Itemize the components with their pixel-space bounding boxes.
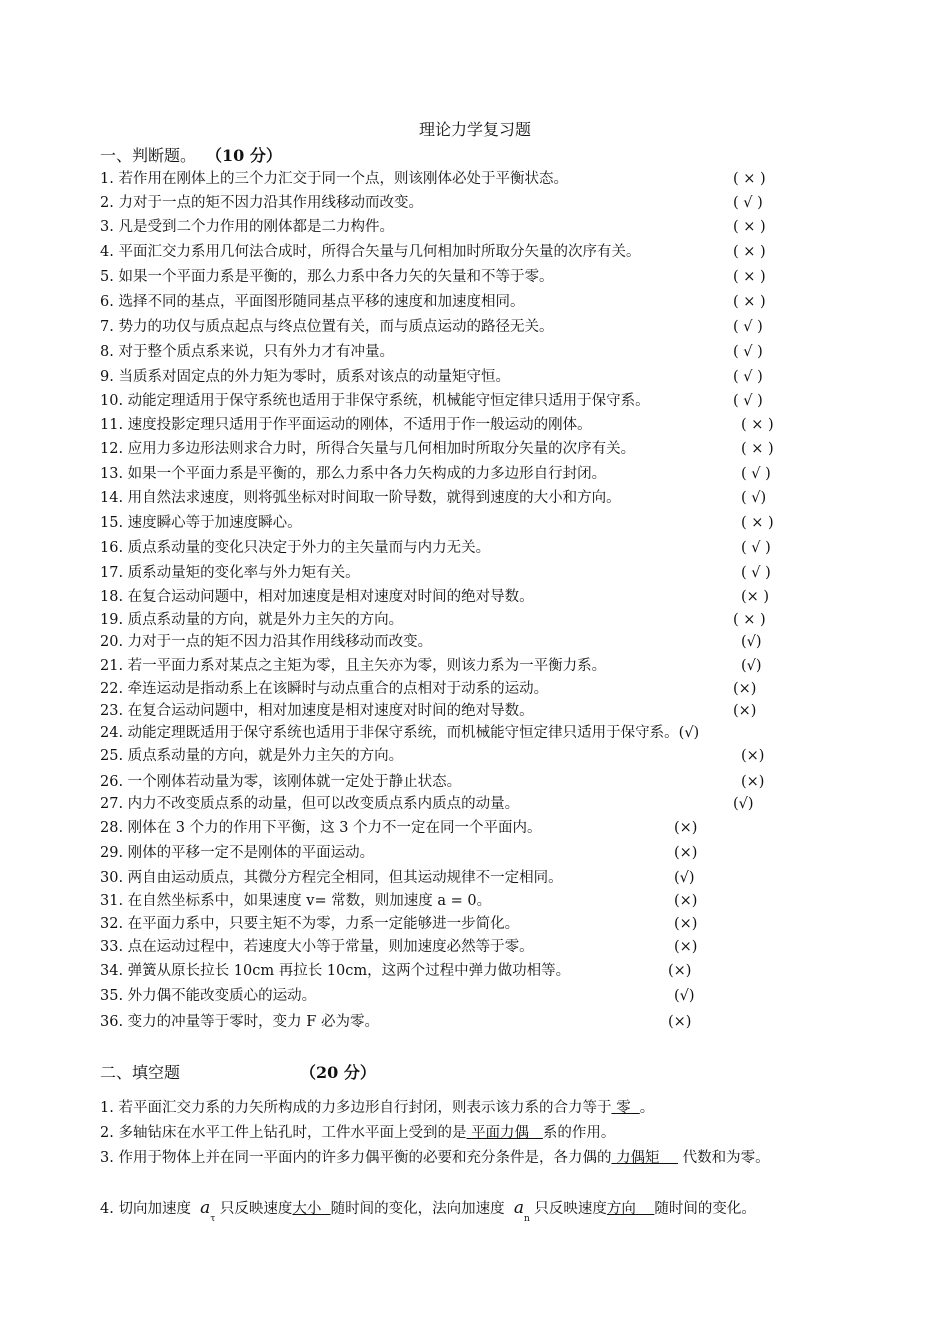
judgment-item: 11. 速度投影定理只适用于作平面运动的刚体，不适用于作一般运动的刚体。 bbox=[100, 417, 592, 433]
fill-4-text-b: 只反映速度 bbox=[219, 1201, 293, 1217]
page-title: 理论力学复习题 bbox=[418, 120, 531, 139]
judgment-item: 30. 两自由运动质点，其微分方程完全相同，但其运动规律不一定相同。 bbox=[100, 870, 563, 886]
section-judgment-points: （10 分） bbox=[214, 146, 282, 165]
judgment-answer: ( × ) bbox=[741, 417, 774, 433]
judgment-answer: ( × ) bbox=[733, 171, 766, 187]
judgment-answer: (√) bbox=[674, 988, 695, 1004]
judgment-item: 34. 弹簧从原长拉长 10cm 再拉长 10cm，这两个过程中弹力做功相等。 bbox=[100, 963, 571, 979]
judgment-item: 33. 点在运动过程中，若速度大小等于常量，则加速度必然等于零。 bbox=[100, 939, 534, 955]
judgment-item: 1. 若作用在刚体上的三个力汇交于同一个点，则该刚体必处于平衡状态。 bbox=[100, 171, 568, 187]
n-subscript: n bbox=[523, 1214, 530, 1224]
judgment-item: 36. 变力的冲量等于零时，变力 F 必为零。 bbox=[100, 1014, 379, 1030]
judgment-item: 24. 动能定理既适用于保守系统也适用于非保守系统，而机械能守恒定律只适用于保守系。(√) bbox=[100, 725, 700, 741]
judgment-item: 14. 用自然法求速度，则将弧坐标对时间取一阶导数，就得到速度的大小和方向。 bbox=[100, 490, 621, 506]
judgment-answer: (×) bbox=[741, 774, 765, 790]
judgment-answer: (√) bbox=[674, 870, 695, 886]
tau-subscript: τ bbox=[210, 1214, 216, 1224]
judgment-answer: ( √) bbox=[741, 490, 767, 506]
judgment-item: 12. 应用力多边形法则求合力时，所得合矢量与几何相加时所取分矢量的次序有关。 bbox=[100, 441, 636, 457]
fill-4-answer-a: 大小 bbox=[292, 1201, 322, 1217]
judgment-item: 26. 一个刚体若动量为零，该刚体就一定处于静止状态。 bbox=[100, 774, 462, 790]
judgment-item: 20. 力对于一点的矩不因力沿其作用线移动而改变。 bbox=[100, 634, 433, 650]
judgment-item: 19. 质点系动量的方向，就是外力主矢的方向。 bbox=[100, 612, 404, 628]
judgment-answer: (×) bbox=[668, 963, 692, 979]
fill-3-answer: 力偶矩 bbox=[616, 1150, 660, 1166]
section-fill-label: 二、填空题 bbox=[100, 1063, 181, 1082]
judgment-item: 15. 速度瞬心等于加速度瞬心。 bbox=[100, 515, 302, 531]
judgment-item: 4. 平面汇交力系用几何法合成时，所得合矢量与几何相加时所取分矢量的次序有关。 bbox=[100, 244, 641, 260]
fill-3-end: 代数和为零。 bbox=[682, 1150, 770, 1166]
fill-item-3 bbox=[100, 1146, 860, 1170]
fill-4-text-e: 只反映速度 bbox=[534, 1201, 607, 1217]
judgment-item: 13. 如果一个平面力系是平衡的，那么力系中各力矢构成的力多边形自行封闭。 bbox=[100, 466, 607, 482]
judgment-item: 3. 凡是受到二个力作用的刚体都是二力构件。 bbox=[100, 219, 394, 235]
fill-2-answer: 平面力偶 bbox=[471, 1125, 530, 1141]
judgment-answer: (×) bbox=[674, 939, 698, 955]
judgment-answer: ( × ) bbox=[741, 441, 774, 457]
judgment-item: 32. 在平面力系中，只要主矩不为零，力系一定能够进一步简化。 bbox=[100, 916, 520, 932]
judgment-item: 23. 在复合运动问题中，相对加速度是相对速度对时间的绝对导数。 bbox=[100, 703, 534, 719]
judgment-item: 31. 在自然坐标系中，如果速度 v= 常数，则加速度 a = 0。 bbox=[100, 893, 492, 909]
fill-1-end: 。 bbox=[639, 1100, 655, 1116]
judgment-answer: ( × ) bbox=[733, 244, 766, 260]
fill-1-answer: 零 bbox=[616, 1100, 631, 1116]
judgment-answer: (√) bbox=[741, 658, 762, 674]
judgment-answer: (×) bbox=[741, 748, 765, 764]
judgment-answer: (×) bbox=[674, 845, 698, 861]
judgment-item: 35. 外力偶不能改变质心的运动。 bbox=[100, 988, 317, 1004]
judgment-answer: (×) bbox=[668, 1014, 692, 1030]
judgment-answer: ( √ ) bbox=[741, 565, 771, 581]
judgment-item: 6. 选择不同的基点，平面图形随同基点平移的速度和加速度相同。 bbox=[100, 294, 525, 310]
fill-item-1 bbox=[100, 1096, 860, 1120]
fill-4-text-g: 随时间的变化。 bbox=[654, 1201, 756, 1217]
fill-1-text: 1. 若平面汇交力系的力矢所构成的力多边形自行封闭，则表示该力系的合力等于 bbox=[100, 1100, 612, 1116]
judgment-answer: (×) bbox=[733, 681, 757, 697]
fill-4-answer-b: 方向 bbox=[606, 1201, 636, 1217]
fill-4-text-d: 随时间的变化，法向加速度 bbox=[330, 1201, 505, 1217]
judgment-item: 25. 质点系动量的方向，就是外力主矢的方向。 bbox=[100, 748, 404, 764]
judgment-answer: ( √ ) bbox=[733, 369, 763, 385]
judgment-item: 16. 质点系动量的变化只决定于外力的主矢量而与内力无关。 bbox=[100, 540, 491, 556]
fill-item-4 bbox=[100, 1196, 860, 1231]
judgment-item: 22. 牵连运动是指动系上在该瞬时与动点重合的点相对于动系的运动。 bbox=[100, 681, 549, 697]
judgment-item: 10. 动能定理适用于保守系统也适用于非保守系统，机械能守恒定律只适用于保守系。 bbox=[100, 393, 650, 409]
section-judgment-heading bbox=[100, 143, 282, 166]
judgment-answer: ( √ ) bbox=[733, 393, 763, 409]
judgment-answer: (×) bbox=[674, 893, 698, 909]
judgment-item: 5. 如果一个平面力系是平衡的，那么力系中各力矢的矢量和不等于零。 bbox=[100, 269, 554, 285]
judgment-answer: (× ) bbox=[741, 589, 770, 605]
judgment-item: 17. 质系动量矩的变化率与外力矩有关。 bbox=[100, 565, 360, 581]
fill-2-end: 系的作用。 bbox=[542, 1125, 616, 1141]
judgment-item: 8. 对于整个质点系来说，只有外力才有冲量。 bbox=[100, 344, 394, 360]
judgment-item: 27. 内力不改变质点系的动量，但可以改变质点系内质点的动量。 bbox=[100, 796, 520, 812]
judgment-answer: ( × ) bbox=[733, 612, 766, 628]
fill-4-text: 4. 切向加速度 bbox=[100, 1201, 191, 1217]
fill-2-text: 2. 多轴钻床在水平工件上钻孔时，工件水平面上受到的是 bbox=[100, 1125, 467, 1141]
judgment-item: 29. 刚体的平移一定不是刚体的平面运动。 bbox=[100, 845, 375, 861]
judgment-item: 7. 势力的功仅与质点起点与终点位置有关，而与质点运动的路径无关。 bbox=[100, 319, 554, 335]
section-judgment-label: 一、判断题。 bbox=[100, 146, 197, 165]
judgment-answer: ( × ) bbox=[741, 515, 774, 531]
judgment-answer: ( √ ) bbox=[733, 319, 763, 335]
judgment-item: 18. 在复合运动问题中，相对加速度是相对速度对时间的绝对导数。 bbox=[100, 589, 534, 605]
judgment-answer: ( × ) bbox=[733, 294, 766, 310]
judgment-answer: ( √ ) bbox=[733, 344, 763, 360]
judgment-item: 28. 刚体在 3 个力的作用下平衡，这 3 个力不一定在同一个平面内。 bbox=[100, 820, 542, 836]
judgment-item: 2. 力对于一点的矩不因力沿其作用线移动而改变。 bbox=[100, 195, 423, 211]
judgment-item: 21. 若一平面力系对某点之主矩为零，且主矢亦为零，则该力系为一平衡力系。 bbox=[100, 658, 607, 674]
judgment-answer: (×) bbox=[674, 916, 698, 932]
judgment-answer: ( √ ) bbox=[741, 540, 771, 556]
normal-acceleration-symbol: a bbox=[513, 1198, 524, 1218]
fill-3-text: 3. 作用于物体上并在同一平面内的许多力偶平衡的必要和充分条件是，各力偶的 bbox=[100, 1150, 612, 1166]
judgment-answer: (√) bbox=[733, 796, 754, 812]
fill-item-2 bbox=[100, 1121, 860, 1145]
judgment-answer: ( √ ) bbox=[741, 466, 771, 482]
judgment-answer: ( × ) bbox=[733, 219, 766, 235]
section-fill-heading bbox=[100, 1060, 376, 1083]
judgment-item: 9. 当质系对固定点的外力矩为零时，质系对该点的动量矩守恒。 bbox=[100, 369, 510, 385]
tangential-acceleration-symbol: a bbox=[200, 1198, 211, 1218]
judgment-answer: (√) bbox=[741, 634, 762, 650]
judgment-answer: ( × ) bbox=[733, 269, 766, 285]
judgment-answer: (×) bbox=[733, 703, 757, 719]
section-fill-points: （20 分） bbox=[300, 1063, 376, 1082]
judgment-answer: ( √ ) bbox=[733, 195, 763, 211]
judgment-answer: (×) bbox=[674, 820, 698, 836]
